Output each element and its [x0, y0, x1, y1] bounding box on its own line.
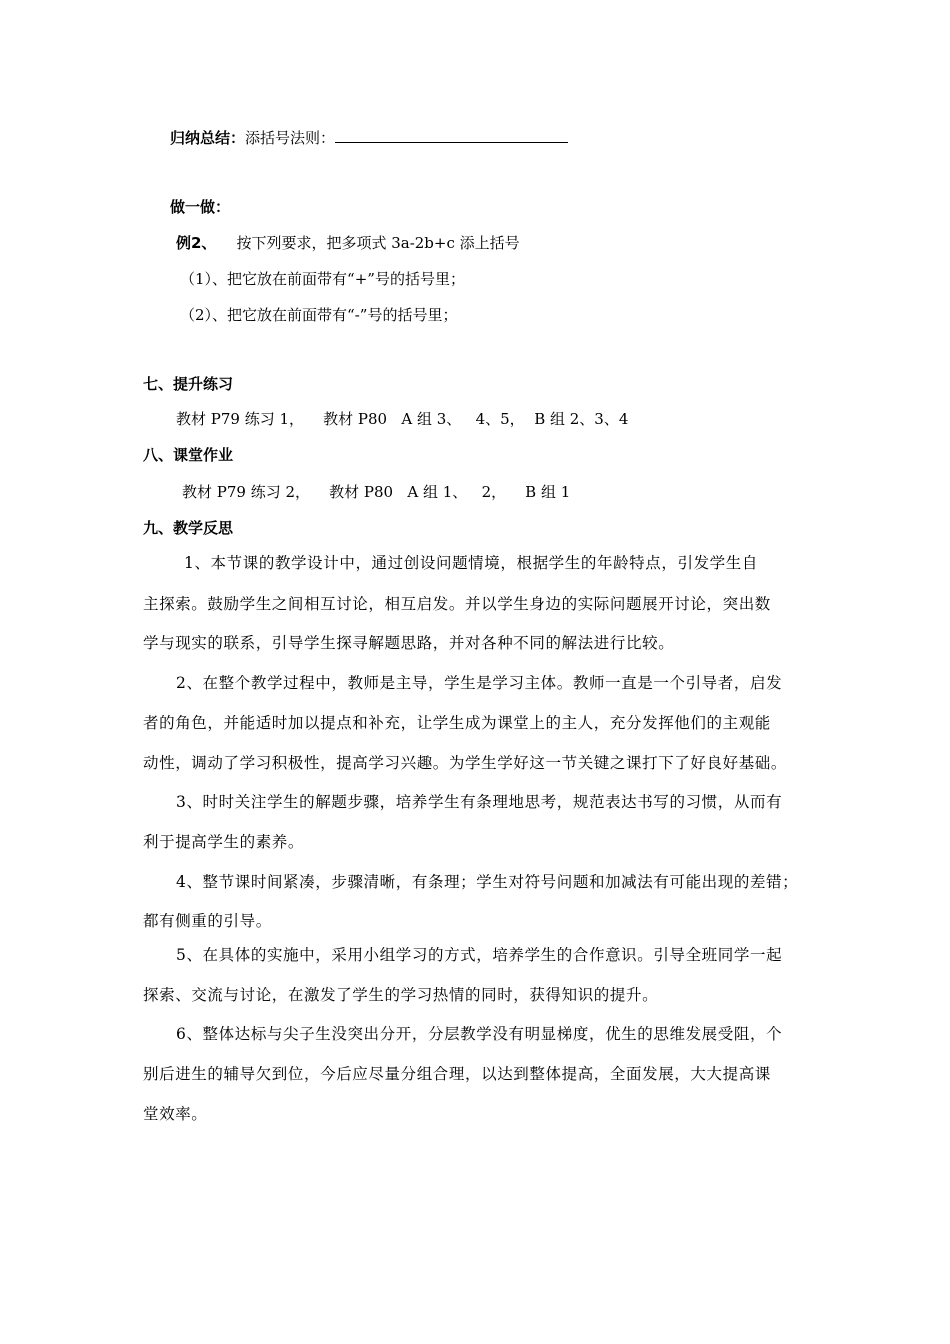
- reflection-line: 6、整体达标与尖子生没突出分开，分层教学没有明显梯度，优生的思维发展受阻，个: [176, 1025, 783, 1043]
- reflection-line: 者的角色，并能适时加以提点和补充，让学生成为课堂上的主人，充分发挥他们的主观能: [143, 714, 771, 732]
- reflection-line: 别后进生的辅导欠到位，今后应尽量分组合理，以达到整体提高，全面发展，大大提高课: [143, 1065, 771, 1083]
- reflection-line: 5、在具体的实施中，采用小组学习的方式，培养学生的合作意识。引导全班同学一起: [176, 946, 783, 964]
- example2-text: 按下列要求，把多项式 3a-2b+c 添上括号: [236, 234, 520, 252]
- summary-rule-text: 添括号法则：: [245, 129, 336, 147]
- reflection-line: 学与现实的联系，引导学生探寻解题思路，并对各种不同的解法进行比较。: [143, 634, 675, 652]
- reflection-line: 主探索。鼓励学生之间相互讨论，相互启发。并以学生身边的实际问题展开讨论，突出数: [143, 595, 771, 613]
- reflection-line: 动性，调动了学习积极性，提高学习兴趣。为学生学好这一节关键之课打下了好良好基础。: [143, 754, 788, 772]
- summary-line: [170, 128, 568, 148]
- reflection-line: 2、在整个教学过程中，教师是主导，学生是学习主体。教师一直是一个引导者，启发: [176, 674, 783, 692]
- example2-label: 例2、: [176, 234, 217, 252]
- reflection-line: 4、整节课时间紧凑，步骤清晰，有条理；学生对符号问题和加减法有可能出现的差错；: [176, 873, 799, 891]
- example2-item-2: （2）、把它放在前面带有“-”号的括号里；: [180, 306, 458, 324]
- example2-item-1: （1）、把它放在前面带有“+”号的括号里；: [180, 270, 465, 288]
- example2-line: [176, 233, 520, 253]
- reflection-line: 探索、交流与讨论，在激发了学生的学习热情的同时，获得知识的提升。: [143, 986, 659, 1004]
- reflection-line: 都有侧重的引导。: [143, 912, 272, 930]
- section7-title: 七、提升练习: [143, 375, 234, 393]
- reflection-line: 3、时时关注学生的解题步骤，培养学生有条理地思考，规范表达书写的习惯，从而有: [176, 793, 783, 811]
- section8-title: 八、课堂作业: [143, 446, 234, 464]
- summary-label: 归纳总结：: [170, 129, 246, 147]
- answer-blank[interactable]: [335, 128, 568, 143]
- section8-text: 教材 P79 练习 2， 教材 P80 A 组 1、 2， B 组 1: [182, 483, 571, 501]
- reflection-line: 1、本节课的教学设计中，通过创设问题情境，根据学生的年龄特点，引发学生自: [184, 554, 758, 572]
- section7-text: 教材 P79 练习 1， 教材 P80 A 组 3、 4、5， B 组 2、3、4: [176, 410, 629, 428]
- reflection-line: 利于提高学生的素养。: [143, 833, 305, 851]
- do-one-title: 做一做：: [170, 198, 231, 216]
- section9-title: 九、教学反思: [143, 519, 234, 537]
- reflection-line: 堂效率。: [143, 1105, 208, 1123]
